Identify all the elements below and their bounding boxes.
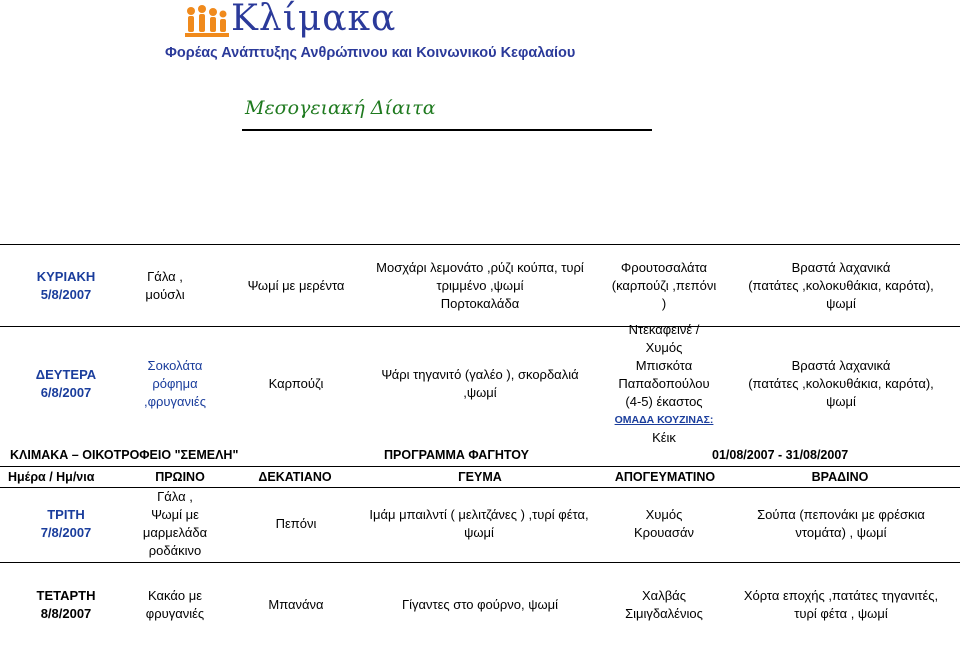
program-period: 01/08/2007 - 31/08/2007 bbox=[712, 448, 849, 462]
table-row bbox=[0, 246, 960, 326]
kitchen-team-note: ΟΜΑΔΑ ΚΟΥΖΙΝΑΣ: bbox=[614, 414, 714, 426]
table-rule bbox=[0, 562, 960, 563]
brunch-cell: Ψωμί με μερέντα bbox=[247, 278, 345, 293]
snack-extra: Κέικ bbox=[652, 430, 676, 445]
klimaka-logo bbox=[165, 0, 576, 62]
lunch-cell: Ψάρι τηγανιτό (γαλέο ), σκορδαλιά ,ψωμί bbox=[381, 367, 579, 400]
dinner-cell: Σούπα (πεπονάκι με φρέσκια ντομάτα) , ψωμί bbox=[757, 507, 925, 540]
brunch-cell: Μπανάνα bbox=[268, 597, 324, 612]
dinner-cell: Βραστά λαχανικά (πατάτες ,κολοκυθάκια, καρότα), ψωμί bbox=[748, 358, 934, 409]
logo-subtitle: Φορέας Ανάπτυξης Ανθρώπινου και Κοινωνικού Κεφαλαίου bbox=[165, 45, 576, 61]
document-title: Μεσογειακή Δίαιτα bbox=[245, 97, 436, 119]
brunch-cell: Πεπόνι bbox=[275, 516, 317, 531]
table-row bbox=[0, 322, 960, 445]
column-header-dinner: ΒΡΑΔΙΝΟ bbox=[811, 470, 869, 484]
snack-cell: Φρουτοσαλάτα (καρπούζι ,πεπόνι ) bbox=[611, 260, 717, 311]
breakfast-cell: Κακάο με φρυγανιές bbox=[145, 588, 205, 621]
title-underline bbox=[242, 129, 652, 131]
breakfast-cell: Γάλα , μούσλι bbox=[145, 269, 185, 302]
snack-cell: Χαλβάς Σιμιγδαλένιος bbox=[625, 588, 703, 621]
table-rule bbox=[0, 326, 960, 327]
column-header-lunch: ΓΕΥΜΑ bbox=[458, 470, 502, 484]
column-header-breakfast: ΠΡΩΙΝΟ bbox=[155, 470, 205, 484]
day-cell: ΤΕΤΑΡΤΗ 8/8/2007 bbox=[36, 588, 96, 621]
dinner-cell: Βραστά λαχανικά (πατάτες ,κολοκυθάκια, καρότα), ψωμί bbox=[748, 260, 934, 311]
day-cell: ΤΡΙΤΗ 7/8/2007 bbox=[40, 507, 92, 540]
snack-cell bbox=[596, 322, 732, 445]
column-header-brunch: ΔΕΚΑΤΙΑΝΟ bbox=[258, 470, 332, 484]
breakfast-cell: Σοκολάτα ρόφημα ,φρυγανιές bbox=[143, 358, 206, 409]
breakfast-cell: Γάλα , Ψωμί με μαρμελάδα ροδάκινο bbox=[142, 489, 208, 558]
column-header-snack: ΑΠΟΓΕΥΜΑΤΙΝΟ bbox=[614, 470, 716, 484]
lunch-cell: Ιμάμ μπαιλντί ( μελιτζάνες ) ,τυρί φέτα, ψωμί bbox=[369, 507, 589, 540]
day-cell: ΚΥΡΙΑΚΗ 5/8/2007 bbox=[36, 269, 96, 302]
lunch-cell: Γίγαντες στο φούρνο, ψωμί bbox=[401, 597, 559, 612]
logo-title: Κλίμακα bbox=[231, 0, 397, 39]
snack-cell: Χυμός Κρουασάν bbox=[634, 507, 694, 540]
brunch-cell: Καρπούζι bbox=[268, 376, 324, 391]
table-rule bbox=[0, 244, 960, 245]
lunch-cell: Μοσχάρι λεμονάτο ,ρύζι κούπα, τυρί τριμμένο ,ψωμί Πορτοκαλάδα bbox=[376, 260, 584, 311]
column-header-day: Ημέρα / Ημ/νια bbox=[8, 470, 95, 484]
dinner-cell: Χόρτα εποχής ,πατάτες τηγανιτές, τυρί φέτα , ψωμί bbox=[743, 588, 939, 621]
people-figures-icon bbox=[185, 4, 229, 40]
table-row bbox=[0, 488, 960, 560]
table-rule bbox=[0, 466, 960, 467]
program-org: ΚΛΙΜΑΚΑ – ΟΙΚΟΤΡΟΦΕΙΟ "ΣΕΜΕΛΗ" bbox=[10, 448, 239, 462]
snack-text: Ντεκαφεινέ / Χυμός Μπισκότα Παπαδοπούλου (4-5) έκαστος bbox=[618, 322, 710, 409]
program-title: ΠΡΟΓΡΑΜΜΑ ΦΑΓΗΤΟΥ bbox=[384, 448, 529, 462]
table-row bbox=[0, 564, 960, 646]
day-cell: ΔΕΥΤΕΡΑ 6/8/2007 bbox=[35, 367, 97, 400]
